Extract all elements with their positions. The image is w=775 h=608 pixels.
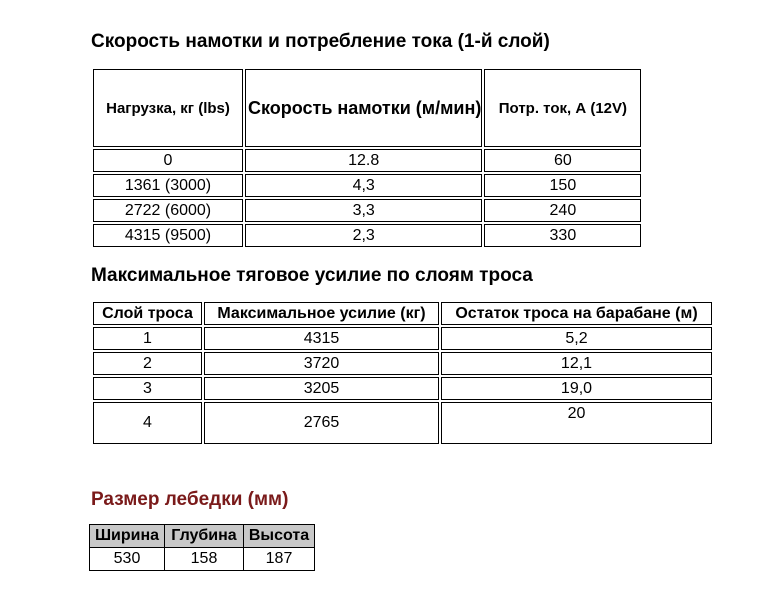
cell-current: 60 xyxy=(484,149,641,172)
cell-load: 1361 (3000) xyxy=(93,174,243,197)
cell-load: 4315 (9500) xyxy=(93,224,243,247)
cell-max-force: 3720 xyxy=(204,352,439,375)
header-depth: Глубина xyxy=(164,525,243,547)
header-width: Ширина xyxy=(90,525,164,547)
header-speed: Скорость намотки (м/мин) xyxy=(245,69,482,147)
header-height: Высота xyxy=(243,525,314,547)
cell-layer: 3 xyxy=(93,377,202,400)
cell-rope-remaining: 12,1 xyxy=(441,352,712,375)
header-max-force: Максимальное усилие (кг) xyxy=(204,302,439,325)
speed-current-table xyxy=(91,67,643,249)
cell-max-force: 2765 xyxy=(204,402,439,444)
table-row xyxy=(93,174,641,197)
header-layer: Слой троса xyxy=(93,302,202,325)
table-row xyxy=(93,199,641,222)
cell-rope-remaining: 20 xyxy=(441,402,712,444)
cell-layer: 2 xyxy=(93,352,202,375)
table-row xyxy=(93,377,712,400)
table-row xyxy=(93,402,712,444)
table-row xyxy=(93,224,641,247)
speed-section-title: Скорость намотки и потребление тока (1-й слой) xyxy=(91,31,550,52)
cell-speed: 3,3 xyxy=(245,199,482,222)
cell-layer: 4 xyxy=(93,402,202,444)
cell-speed: 2,3 xyxy=(245,224,482,247)
cell-speed: 12.8 xyxy=(245,149,482,172)
winch-size-table xyxy=(89,524,315,571)
table-header-row xyxy=(90,525,314,547)
cell-layer: 1 xyxy=(93,327,202,350)
cell-max-force: 3205 xyxy=(204,377,439,400)
table-row xyxy=(93,352,712,375)
cell-current: 330 xyxy=(484,224,641,247)
cell-speed: 4,3 xyxy=(245,174,482,197)
cell-height: 187 xyxy=(243,547,314,570)
cell-width: 530 xyxy=(90,547,164,570)
header-load: Нагрузка, кг (lbs) xyxy=(93,69,243,147)
cell-rope-remaining: 5,2 xyxy=(441,327,712,350)
cell-current: 150 xyxy=(484,174,641,197)
cell-load: 2722 (6000) xyxy=(93,199,243,222)
size-section-title: Размер лебедки (мм) xyxy=(91,489,289,510)
table-row xyxy=(93,149,641,172)
cell-max-force: 4315 xyxy=(204,327,439,350)
cell-rope-remaining: 19,0 xyxy=(441,377,712,400)
cell-current: 240 xyxy=(484,199,641,222)
table-header-row xyxy=(93,69,641,147)
table-header-row xyxy=(93,302,712,325)
cell-load: 0 xyxy=(93,149,243,172)
pull-force-table xyxy=(91,300,714,446)
pull-section-title: Максимальное тяговое усилие по слоям троса xyxy=(91,265,533,286)
table-row xyxy=(90,547,314,570)
table-row xyxy=(93,327,712,350)
cell-depth: 158 xyxy=(164,547,243,570)
header-rope-remaining: Остаток троса на барабане (м) xyxy=(441,302,712,325)
header-current: Потр. ток, А (12V) xyxy=(484,69,641,147)
